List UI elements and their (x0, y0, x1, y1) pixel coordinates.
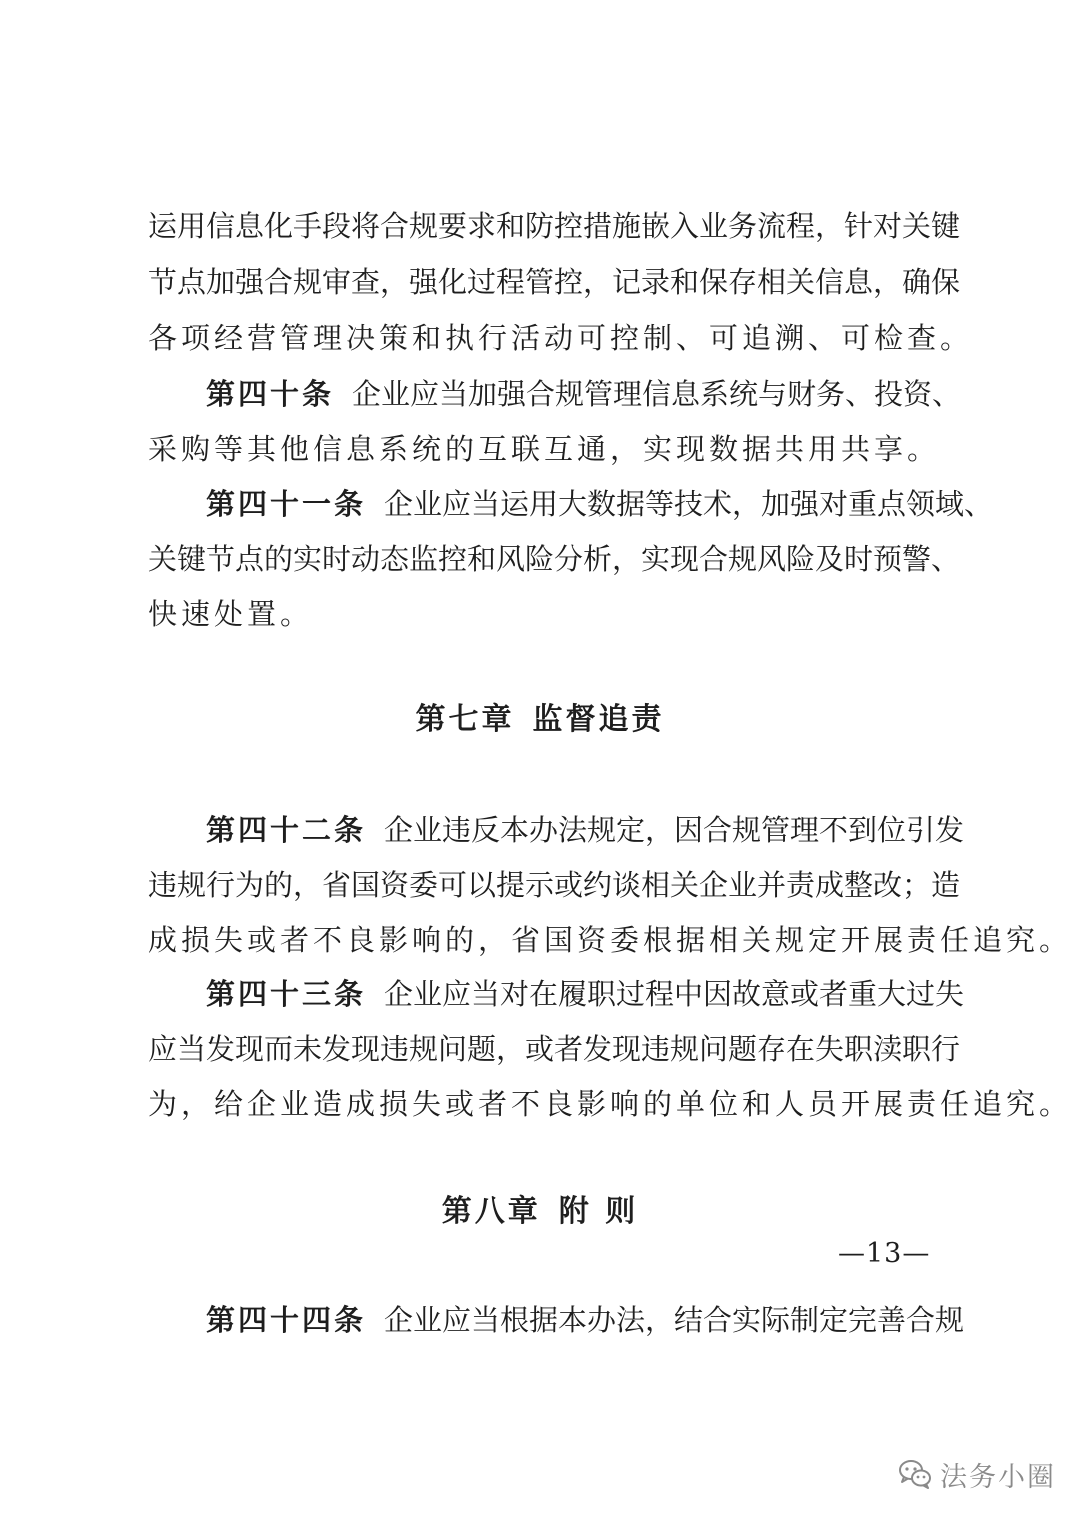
chapter-title: 监督追责 (532, 702, 665, 737)
chapter-8-heading (0, 1184, 1080, 1240)
body-line: 各项经营管理决策和执行活动可控制、可追溯、可检查。 (148, 321, 974, 355)
body-line: 运用信息化手段将合规要求和防控措施嵌入业务流程，针对关键 (148, 209, 961, 243)
wechat-icon (898, 1459, 932, 1489)
body-line: 成损失或者不良影响的，省国资委根据相关规定开展责任追究。 (148, 923, 1073, 957)
chapter-number: 第八章 (441, 1194, 541, 1229)
article-text: 企业违反本办法规定，因合规管理不到位引发 (384, 813, 965, 847)
body-line: 为，给企业造成损失或者不良影响的单位和人员开展责任追究。 (148, 1087, 1073, 1121)
article-label: 第四十三条 (206, 977, 367, 1011)
article-41-first-line (206, 476, 994, 532)
chapter-7-heading (0, 692, 1080, 748)
article-label: 第四十条 (206, 377, 335, 411)
article-text: 企业应当对在履职过程中因故意或者重大过失 (384, 977, 965, 1011)
chapter-title: 附 则 (558, 1194, 639, 1229)
article-text: 企业应当根据本办法，结合实际制定完善合规 (384, 1303, 965, 1337)
article-42-first-line (206, 802, 965, 858)
body-line: 关键节点的实时动态监控和风险分析，实现合规风险及时预警、 (148, 542, 961, 576)
body-line: 应当发现而未发现违规问题，或者发现违规问题存在失职渎职行 (148, 1032, 961, 1066)
body-line: 快速处置。 (148, 597, 314, 631)
article-text: 企业应当运用大数据等技术，加强对重点领域、 (384, 487, 994, 521)
article-40-first-line (206, 366, 962, 422)
article-label: 第四十二条 (206, 813, 367, 847)
body-line: 节点加强合规审查，强化过程管控，记录和保存相关信息，确保 (148, 265, 961, 299)
chapter-number: 第七章 (415, 702, 515, 737)
article-43-first-line (206, 966, 965, 1022)
article-text: 企业应当加强合规管理信息系统与财务、投资、 (352, 377, 962, 411)
article-label: 第四十一条 (206, 487, 367, 521)
watermark-text: 法务小圈 (940, 1461, 1056, 1493)
watermark (898, 1452, 1056, 1496)
article-label: 第四十四条 (206, 1303, 367, 1337)
body-line: 违规行为的，省国资委可以提示或约谈相关企业并责成整改；造 (148, 868, 961, 902)
page-number: —13— (838, 1238, 931, 1269)
body-line: 采购等其他信息系统的互联互通，实现数据共用共享。 (148, 432, 941, 466)
article-44-first-line (206, 1292, 965, 1348)
